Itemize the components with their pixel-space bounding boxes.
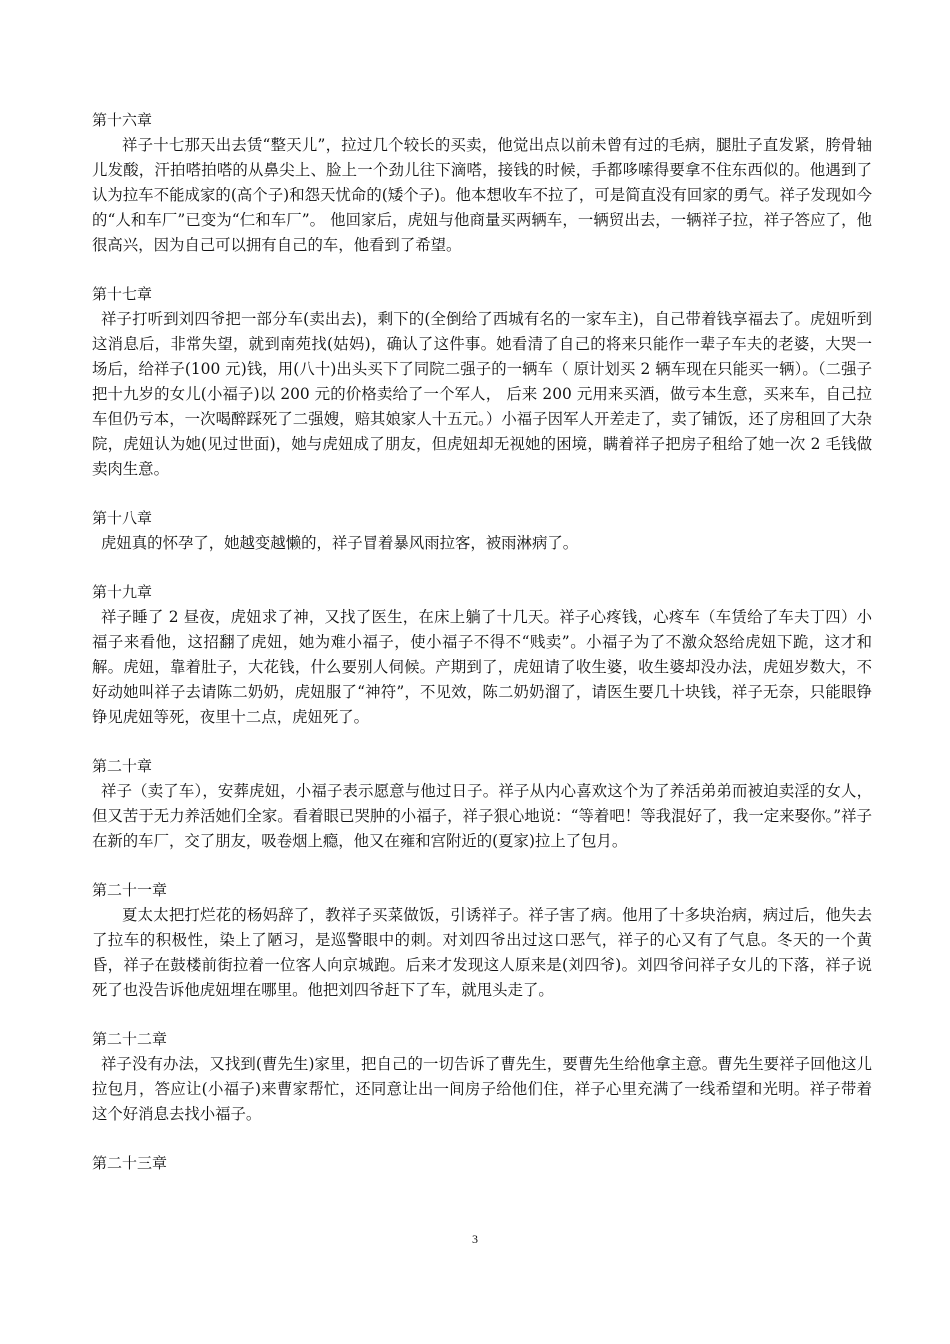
chapter-23 [92,1151,872,1176]
chapter-paragraph: 祥子没有办法，又找到(曹先生)家里，把自己的一切告诉了曹先生，要曹先生给他拿主意。曹先生要祥子回他这儿拉包月，答应让(小福子)来曹家帮忙，还同意让出一间房子给他们住，祥子心里充满了一线希望和光明。祥子带着这个好消息去找小福子。 [92,1055,872,1123]
chapter-paragraph: 祥子十七那天出去赁“整天儿”，拉过几个较长的买卖，他觉出点以前未曾有过的毛病，腿肚子直发紧，胯骨轴儿发酸，汗拍嗒拍嗒的从鼻尖上、脸上一个劲儿往下滴嗒，接钱的时候，手都哆嗦得要拿不住东西似的。他遇到了认为拉车不能成家的(高个子)和怨天忧命的(矮个子)。他本想收车不拉了，可是简直没有回家的勇气。祥子发现如今的“人和车厂”已变为“仁和车厂”。 他回家后，虎妞与他商量买两辆车，一辆贸出去，一辆祥子拉，祥子答应了，他很高兴，因为自己可以拥有自己的车，他看到了希望。 [92,136,872,254]
chapter-heading: 第二十二章 [92,1030,168,1048]
chapter-heading: 第二十一章 [92,881,168,899]
chapter-paragraph: 祥子睡了 2 昼夜，虎妞求了神，又找了医生，在床上躺了十几天。祥子心疼钱，心疼车（车赁给了车夫丁四）小福子来看他，这招翻了虎妞，她为难小福子，使小福子不得不“贱卖”。小福子为了不激众怒给虎妞下跪，这才和解。虎妞，靠着肚子，大花钱，什么要别人伺候。产期到了，虎妞请了收生婆，收生婆却没办法，虎妞岁数大，不好动她叫祥子去请陈二奶奶，虎妞服了“神符”，不见效，陈二奶奶溜了，请医生要几十块钱，祥子无奈，只能眼铮铮见虎妞等死，夜里十二点，虎妞死了。 [92,608,872,726]
chapter-21 [92,878,872,1003]
chapter-paragraph: 祥子打听到刘四爷把一部分车(卖出去)，剩下的(全倒给了西城有名的一家车主)，自己带着钱享福去了。虎妞听到这消息后，非常失望，就到南苑找(姑妈)，确认了这件事。她看清了自己的将来只能作一辈子车夫的老婆，大哭一场后，给祥子(100 元)钱，用(八十)出头买下了同院二强子的一辆车（ 原计划买 2 辆车现在只能买一辆）。（二强子把十九岁的女儿(小福子)以 200 元的价格卖给了一个军人， 后来 200 元用来买酒，做亏本生意，买来车，自己拉车但仍亏本，一次喝醉踩死了二强嫂，赔其娘家人十五元。）小福子因军人开差走了，卖了铺饭，还了房租回了大杂院，虎妞认为她(见过世面)，她与虎妞成了朋友，但虎妞却无视她的困境，瞒着祥子把房子租给了她一次 2 毛钱做卖肉生意。 [92,310,872,478]
chapter-heading: 第十八章 [92,509,153,527]
chapter-heading: 第十七章 [92,285,153,303]
chapter-16 [92,108,872,258]
chapter-paragraph: 虎妞真的怀孕了，她越变越懒的，祥子冒着暴风雨拉客，被雨淋病了。 [101,534,579,552]
page-number: 3 [472,1232,478,1246]
chapter-paragraph: 祥子（卖了车），安葬虎妞，小福子表示愿意与他过日子。祥子从内心喜欢这个为了养活弟弟而被迫卖淫的女人，但又苦于无力养活她们全家。看着眼已哭肿的小福子，祥子狠心地说：“等着吧！等我混好了，我一定来娶你。”祥子在新的车厂，交了朋友，吸卷烟上瘾，他又在雍和宫附近的(夏家)拉上了包月。 [92,782,872,850]
chapter-paragraph: 夏太太把打烂花的杨妈辞了，教祥子买菜做饭，引诱祥子。祥子害了病。他用了十多块治病，病过后，他失去了拉车的积极性，染上了陋习，是巡警眼中的刺。对刘四爷出过这口恶气，祥子的心又有了气息。冬天的一个黄昏，祥子在鼓楼前街拉着一位客人向京城跑。后来才发现这人原来是(刘四爷)。刘四爷问祥子女儿的下落，祥子说死了也没告诉他虎妞埋在哪里。他把刘四爷赶下了车，就甩头走了。 [92,906,872,999]
chapter-20 [92,754,872,854]
chapter-17 [92,282,872,482]
chapter-18 [92,506,872,556]
chapter-heading: 第十九章 [92,583,153,601]
chapter-heading: 第二十章 [92,757,153,775]
chapter-19 [92,580,872,730]
chapter-heading: 第二十三章 [92,1154,168,1172]
chapter-22 [92,1027,872,1127]
chapter-heading: 第十六章 [92,111,153,129]
document-body [92,108,872,1200]
